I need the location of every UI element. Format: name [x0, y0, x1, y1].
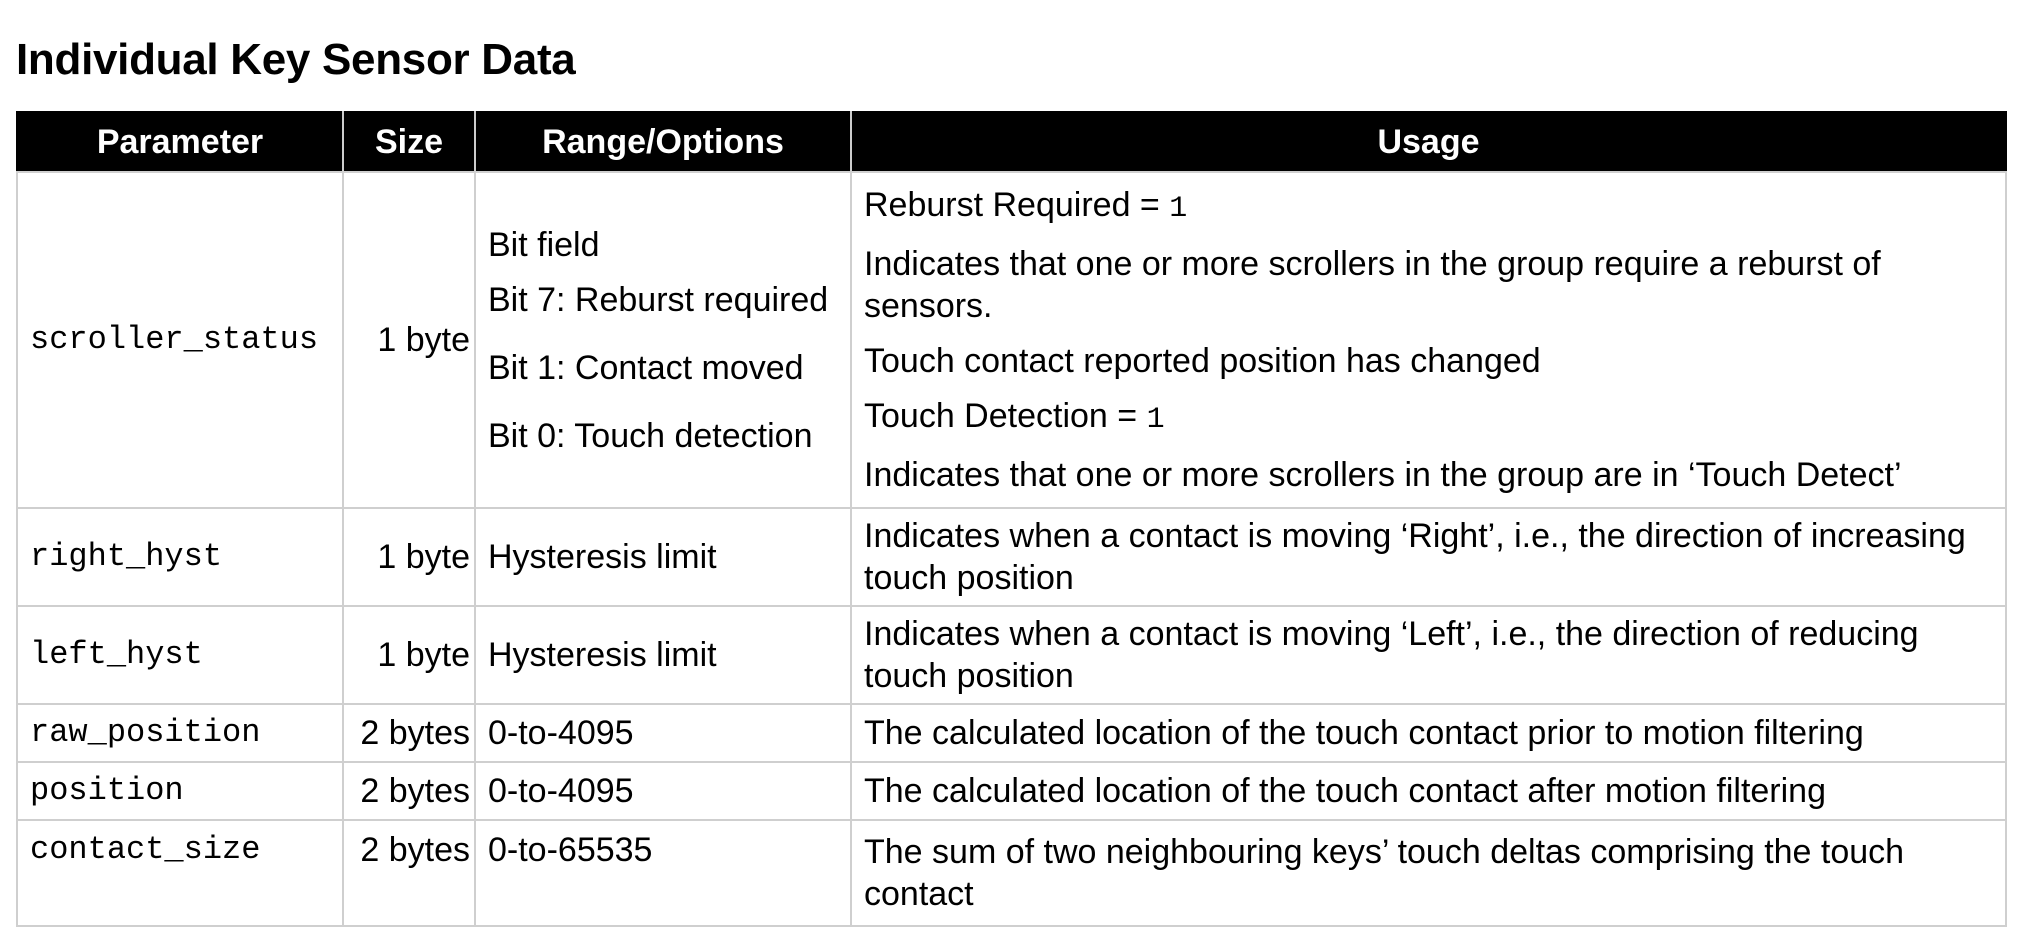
page-title: Individual Key Sensor Data	[16, 35, 576, 84]
cell-usage: The calculated location of the touch contact prior to motion filtering	[851, 704, 2006, 762]
table-row	[17, 762, 2006, 820]
cell-range: 0-to-65535	[475, 820, 851, 926]
range-option: Bit 7: Reburst required	[488, 280, 829, 319]
cell-usage: The calculated location of the touch contact after motion filtering	[851, 762, 2006, 820]
header-parameter: Parameter	[17, 112, 343, 172]
usage-line	[864, 184, 1993, 230]
cell-range	[475, 172, 851, 508]
reburst-label: Reburst Required =	[864, 186, 1170, 224]
range-option: Bit 0: Touch detection	[488, 416, 813, 455]
usage-line: Touch contact reported position has changed	[864, 342, 1541, 380]
table-row	[17, 508, 2006, 606]
cell-parameter: position	[17, 762, 343, 820]
usage-line: Indicates that one or more scrollers in the group are in ‘Touch Detect’	[864, 456, 1902, 494]
header-usage: Usage	[851, 112, 2006, 172]
cell-size: 1 byte	[343, 172, 475, 508]
usage-line	[864, 395, 1993, 441]
cell-usage	[851, 172, 2006, 508]
cell-range: Hysteresis limit	[475, 508, 851, 606]
header-size: Size	[343, 112, 475, 172]
cell-range: 0-to-4095	[475, 762, 851, 820]
cell-range: 0-to-4095	[475, 704, 851, 762]
table-body	[17, 172, 2006, 926]
touch-value: 1	[1146, 403, 1165, 437]
header-row	[17, 112, 2006, 172]
cell-size: 1 byte	[343, 606, 475, 704]
header-range: Range/Options	[475, 112, 851, 172]
sensor-data-table	[16, 111, 2007, 927]
touch-label: Touch Detection =	[864, 397, 1147, 435]
usage-line: Indicates that one or more scrollers in the group require a reburst of sensors.	[864, 245, 1881, 325]
table-header	[17, 112, 2006, 172]
cell-usage: Indicates when a contact is moving ‘Left’, i.e., the direction of reducing touch position	[851, 606, 2006, 704]
range-option: Bit 1: Contact moved	[488, 348, 804, 387]
cell-parameter: right_hyst	[17, 508, 343, 606]
cell-parameter: raw_position	[17, 704, 343, 762]
table-row	[17, 704, 2006, 762]
table-row	[17, 172, 2006, 508]
range-options-list	[488, 224, 838, 457]
cell-usage: Indicates when a contact is moving ‘Right’, i.e., the direction of increasing touch position	[851, 508, 2006, 606]
reburst-value: 1	[1169, 192, 1188, 226]
table-row	[17, 606, 2006, 704]
cell-size: 2 bytes	[343, 820, 475, 926]
usage-list	[864, 184, 1993, 496]
cell-parameter: contact_size	[17, 820, 343, 926]
cell-usage: The sum of two neighbouring keys’ touch deltas comprising the touch contact	[851, 820, 2006, 926]
table-row	[17, 820, 2006, 926]
cell-parameter: left_hyst	[17, 606, 343, 704]
cell-size: 1 byte	[343, 508, 475, 606]
cell-size: 2 bytes	[343, 704, 475, 762]
range-option: Bit field	[488, 225, 600, 264]
cell-size: 2 bytes	[343, 762, 475, 820]
cell-range: Hysteresis limit	[475, 606, 851, 704]
cell-parameter: scroller_status	[17, 172, 343, 508]
